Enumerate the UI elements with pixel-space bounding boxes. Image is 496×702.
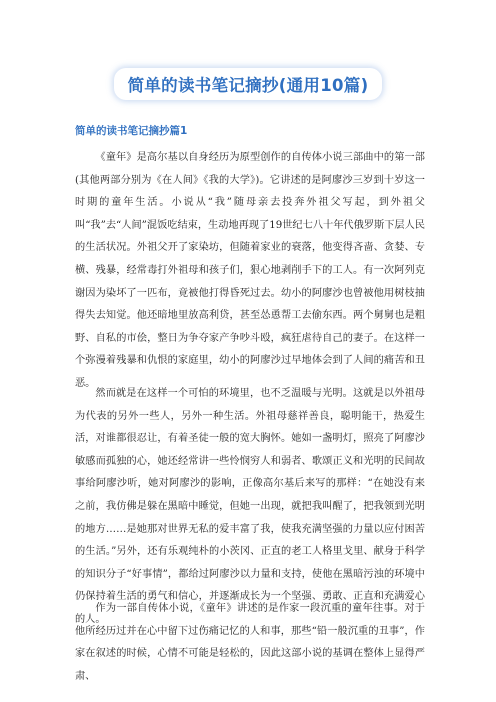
document-title: 简单的读书笔记摘抄(通用10篇) (114, 68, 383, 100)
title-container (0, 68, 496, 100)
paragraph-1: 《童年》是高尔基以自身经历为原型创作的自传体小说三部曲中的第一部(其他两部分别为《在人间》《我的大学》)。它讲述的是阿廖沙三岁到十岁这一时期的童年生活。小说从“我”随母亲去投奔外祖父写起，到外祖父叫“我”去“人间”混饭吃结束，生动地再现了19世纪七八十年代俄罗斯下层人民的生活状况。外祖父开了家染坊，但随着家业的衰落，他变得吝啬、贪婪、专横、残暴，经常毒打外祖母和孩子们，狠心地剥削手下的工人。有一次阿列克谢因为染坏了一匹布，竟被他打得昏死过去。幼小的阿廖沙也曾被他用树枝抽得失去知觉。他还暗地里放高利贷，甚至怂恿帮工去偷东西。两个舅舅也是粗野、自私的市侩，整日为争夺家产争吵斗殴，疯狂虐待自己的妻子。在这样一个弥漫着残暴和仇恨的家庭里，幼小的阿廖沙过早地体会到了人间的痛苦和丑恶。 (75, 152, 425, 389)
paragraph-3: 作为一部自传体小说，《童年》讲述的是作家一段沉重的童年往事。对于他所经历过并在心中留下过伤痛记忆的人和事，那些“铅一般沉重的丑事”，作家在叙述的时候，心情不可能是轻松的，因此这部小说的基调在整体上显得严肃、 (75, 603, 425, 682)
section-heading: 简单的读书笔记摘抄篇1 (75, 125, 188, 137)
paragraph-2: 然而就是在这样一个可怕的环境里，也不乏温暖与光明。这就是以外祖母为代表的另外一些人，另外一种生活。外祖母慈祥善良，聪明能干，热爱生活，对谁都很忍让，有着圣徒一般的宽大胸怀。她如一盏明灯，照亮了阿廖沙敏感而孤独的心，她还经常讲一些怜悯穷人和弱者、歌颂正义和光明的民间故事给阿廖沙听，她对阿廖沙的影响，正像高尔基后来写的那样：“在她没有来之前，我仿佛是躲在黑暗中睡觉，但她一出现，就把我叫醒了，把我领到光明的地方……是她那对世界无私的爱丰富了我，使我充满坚强的力量以应付困苦的生活。”另外，还有乐观纯朴的小茨冈、正直的老工人格里戈里、献身于科学的知识分子“好事情”，都给过阿廖沙以力量和支持，使他在黑暗污浊的环境中仍保持着生活的勇气和信心，并逐渐成长为一个坚强、勇敢、正直和充满爱心的人。 (75, 388, 425, 625)
